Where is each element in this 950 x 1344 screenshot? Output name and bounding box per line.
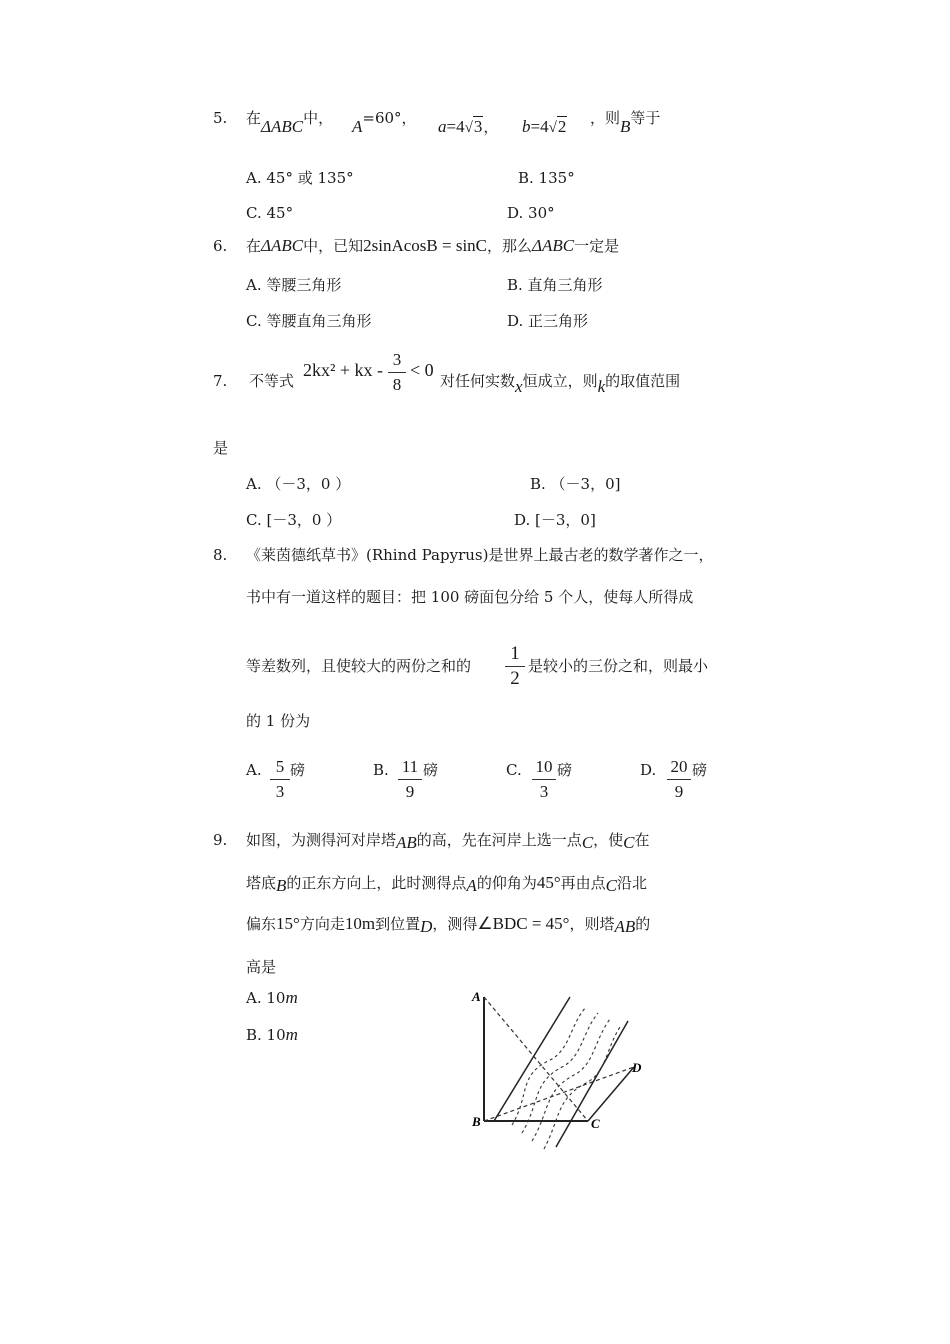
q6-option-b[interactable]: B. 直角三角形 [507, 276, 603, 294]
q8-half-fraction: 1 2 [505, 644, 525, 689]
q7-option-b[interactable]: B. （－3，0] [530, 475, 621, 493]
q7-number: 7. [213, 372, 228, 390]
q9-line-2: 塔底B的正东方向上，此时测得点A的仰角为45°再由点C沿北 [246, 873, 648, 895]
q5-option-c[interactable]: C. 45° [246, 204, 294, 222]
q5-ask: ，则B等于 [590, 109, 661, 136]
q7-option-a[interactable]: A. （－3，0 ） [246, 475, 351, 493]
q5-option-a[interactable]: A. 45° 或 135° [246, 169, 354, 187]
q9-line-1: 如图，为测得河对岸塔AB的高，先在河岸上选一点C，使C在 [246, 831, 650, 852]
q6-option-c[interactable]: C. 等腰直角三角形 [246, 312, 372, 330]
q7-option-c[interactable]: C. [－3，0 ） [246, 511, 342, 529]
q7-expression: 2kx² + kx - [303, 360, 384, 380]
q5-side-a: a=4√3， [438, 117, 499, 136]
q7-less-than: < 0 [410, 360, 434, 380]
q7-stem-a: 不等式 [249, 372, 295, 390]
q5-option-d[interactable]: D. 30° [507, 204, 555, 222]
q7-stem-e: 是 [213, 439, 229, 457]
q5-stem: 在ΔABC中， [246, 109, 334, 136]
q8-option-a-fraction[interactable]: 5 3 [270, 757, 290, 802]
q9-option-a[interactable]: A. 10m [246, 988, 298, 1007]
figure-label-d: D [632, 1060, 642, 1075]
q9-line-4: 高是 [246, 958, 277, 976]
q8-line-1: 《莱茵德纸草书》(Rhind Papyrus)是世界上最古老的数学著作之一， [246, 546, 714, 564]
q9-number: 9. [213, 831, 228, 849]
q5-number: 5. [213, 109, 228, 127]
water-curve-4 [544, 1027, 620, 1149]
figure-label-a: A [472, 989, 481, 1004]
river-bank-left [494, 997, 570, 1121]
q8-option-c-label[interactable]: C. [506, 761, 522, 779]
water-curve-1 [512, 1007, 586, 1125]
q5-side-b: b=4√2 [522, 117, 567, 136]
q6-option-d[interactable]: D. 正三角形 [507, 312, 589, 330]
figure-label-b: B [472, 1114, 481, 1129]
water-curve-2 [522, 1013, 598, 1133]
q8-option-d-unit: 磅 [692, 761, 708, 779]
figure-label-c: C [591, 1116, 600, 1131]
q8-option-a-label[interactable]: A. [246, 761, 262, 779]
q8-option-a-unit: 磅 [290, 761, 306, 779]
q9-tower-river-figure [460, 985, 660, 1155]
q9-option-b[interactable]: B. 10m [246, 1025, 298, 1044]
q9-line-3: 偏东15°方向走10m到位置D，测得∠BDC = 45°，则塔AB的 [246, 914, 651, 936]
q8-option-b-label[interactable]: B. [373, 761, 389, 779]
q8-line-3a: 等差数列，且使较大的两份之和的 [246, 657, 472, 675]
q8-line-3b: 是较小的三份之和，则最小 [528, 657, 709, 675]
q6-option-a[interactable]: A. 等腰三角形 [246, 276, 342, 294]
q7-fraction: 3 8 [388, 350, 406, 395]
q6-number: 6. [213, 237, 228, 255]
q8-option-d-fraction[interactable]: 20 9 [667, 757, 691, 802]
q8-line-2: 书中有一道这样的题目：把 100 磅面包分给 5 个人，使每人所得成 [246, 588, 694, 606]
q8-option-b-unit: 磅 [423, 761, 439, 779]
q8-number: 8. [213, 546, 228, 564]
q6-stem: 在ΔABC中，已知2sinAcosB = sinC，那么ΔABC一定是 [246, 236, 620, 255]
q8-option-b-fraction[interactable]: 11 9 [398, 757, 422, 802]
q7-option-d[interactable]: D. [－3，0] [514, 511, 596, 529]
q8-option-d-label[interactable]: D. [640, 761, 657, 779]
q5-option-b[interactable]: B. 135° [518, 169, 575, 187]
q8-line-4: 的 1 份为 [246, 712, 311, 730]
q7-stem-b: 对任何实数x恒成立，则k的取值范围 [440, 372, 681, 396]
q5-angle-a: A=60°， [352, 109, 417, 136]
q8-option-c-unit: 磅 [557, 761, 573, 779]
q8-option-c-fraction[interactable]: 10 3 [532, 757, 556, 802]
